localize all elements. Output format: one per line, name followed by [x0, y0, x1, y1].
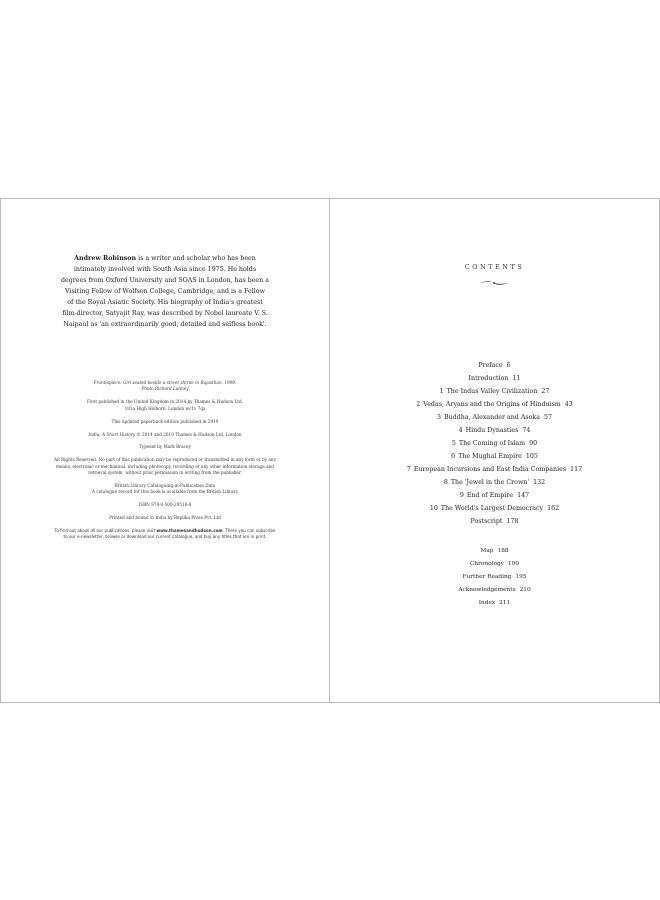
frontispiece-credit [53, 380, 277, 393]
page-number: 57 [543, 414, 552, 421]
page-number: 147 [517, 492, 530, 499]
toc-entry [330, 515, 659, 528]
book-title: India: A Short History [88, 431, 136, 437]
back-matter-entry [330, 558, 659, 571]
chapter-number: 9 [459, 492, 464, 499]
chapter-number: 10 [429, 505, 438, 512]
toc-entry [330, 476, 659, 489]
copyright-text: © 2014 and 2019 Thames & Hudson Ltd, London [135, 431, 242, 437]
back-matter-entry [330, 571, 659, 584]
toc-entry [330, 489, 659, 502]
table-of-contents [330, 359, 659, 528]
chapter-number: 4 [458, 427, 463, 434]
page-number: 211 [499, 600, 511, 606]
back-matter-title: Map [480, 548, 494, 554]
book-spread [0, 198, 660, 703]
back-matter-title: Index [478, 600, 496, 606]
author-name: Andrew Robinson [74, 255, 137, 262]
chapter-title: The Indus Valley Civilization [446, 388, 538, 395]
cip-data [53, 483, 277, 496]
back-matter-title: Acknowledgements [458, 587, 516, 593]
chapter-title: The Mughal Empire [458, 453, 522, 460]
first-published-line-1: First published in the United Kingdom in 2014 by Thames & Hudson Ltd, [86, 399, 244, 405]
imprint-block [53, 380, 277, 547]
page-number: 90 [529, 440, 538, 447]
cip-line-2: A catalogue record for this book is available from the British Library [91, 489, 238, 495]
back-matter-entry [330, 584, 659, 597]
chapter-number: 3 [437, 414, 442, 421]
chapter-number: 5 [451, 440, 456, 447]
chapter-title: Buddha, Alexander and Asoka [444, 414, 540, 421]
chapter-number: 2 [416, 401, 421, 408]
back-matter-title: Chronology [469, 561, 504, 567]
back-matter [330, 545, 659, 610]
chapter-title: The World's Largest Democracy [440, 505, 544, 512]
rights-notice: All Rights Reserved. No part of this publication may be reproduced or transmitted in any form or by any means, electronic or mechanical, including photocopy, recording or any other information storage and retrieval system, without prior permission in writing from the publisher. [54, 457, 276, 476]
first-published-line-2: 181a High Holborn, London wc1v 7qx [124, 405, 206, 411]
printer: Printed and bound in India by Replika Press Pvt. Ltd [109, 515, 221, 521]
chapter-title: End of Empire [466, 492, 514, 499]
toc-entry [330, 450, 659, 463]
page-number: 105 [525, 453, 538, 460]
chapter-title: Preface [478, 362, 503, 369]
website-post: . There you can subscribe to our e-newsletter, browse or download our current catalogue, and buy any titles that are in print. [63, 528, 276, 540]
toc-entry [330, 424, 659, 437]
chapter-title: Hindu Dynasties [465, 427, 519, 434]
page-number: 117 [570, 466, 583, 473]
paperback-edition: This updated paperback edition published in 2019 [111, 418, 219, 424]
author-bio [61, 253, 269, 330]
page-number: 210 [519, 587, 531, 593]
chapter-title: European Incursions and East India Companies [413, 466, 567, 473]
page-number: 27 [541, 388, 550, 395]
toc-entry [330, 398, 659, 411]
toc-entry [330, 385, 659, 398]
chapter-title: Postscript [470, 518, 503, 525]
toc-entry [330, 437, 659, 450]
cip-line-1: British Library Cataloguing-in-Publication Data [114, 483, 216, 489]
typesetter: Typeset by Mark Bracey [139, 444, 191, 450]
chapter-number: 8 [443, 479, 448, 486]
toc-entry [330, 372, 659, 385]
page-number: 195 [515, 574, 527, 580]
chapter-number: 1 [439, 388, 444, 395]
back-matter-entry [330, 545, 659, 558]
ornament-icon [479, 279, 509, 287]
chapter-title: The 'Jewel in the Crown' [450, 479, 530, 486]
page-number: 43 [564, 401, 573, 408]
website-notice [53, 528, 277, 540]
photo-credit: Photo Richard Lannoy [141, 386, 189, 392]
back-matter-title: Further Reading [462, 574, 512, 580]
copyright-line [53, 432, 277, 438]
toc-entry [330, 359, 659, 372]
page-number: 74 [522, 427, 531, 434]
chapter-title: Introduction [468, 375, 509, 382]
website-pre: To find out about all our publications, please visit [54, 528, 157, 534]
author-bio-text: is a writer and scholar who has been intimately involved with South Asia since 1975. He holds degrees from Oxford University and SOAS in London, has been a Visiting Fellow of Wolfson College, Cambridge, and is a Fellow of the Royal Asiatic Society. His biography of India's greatest film-director, Satyajit Ray, was described by Nobel laureate V. S. Naipaul as 'an extraordinarily good, detailed and selfless book'. [61, 255, 269, 328]
back-matter-entry [330, 597, 659, 610]
page-number: 178 [506, 518, 519, 525]
frontispiece-caption: Frontispiece: Girl seated beside a street shrine in Rajasthan, 1990. [93, 380, 237, 385]
page-number: 190 [507, 561, 520, 567]
isbn: ISBN 978-0-500-29516-8 [138, 502, 192, 508]
chapter-title: The Coming of Islam [458, 440, 526, 447]
website-url: www.thamesandhudson.com [156, 528, 223, 534]
page-number: 188 [497, 548, 509, 554]
first-published [53, 399, 277, 412]
chapter-number: 7 [406, 466, 411, 473]
toc-entry [330, 502, 659, 515]
page-number: 6 [506, 362, 511, 369]
chapter-number: 6 [451, 453, 456, 460]
page-number: 11 [512, 375, 521, 382]
toc-entry [330, 411, 659, 424]
toc-entry [330, 463, 659, 476]
left-page [1, 199, 329, 702]
page-number: 162 [547, 505, 560, 512]
right-page [330, 199, 659, 702]
page-number: 132 [533, 479, 546, 486]
chapter-title: Vedas, Aryans and the Origins of Hinduism [423, 401, 561, 408]
contents-heading: CONTENTS [464, 263, 525, 271]
